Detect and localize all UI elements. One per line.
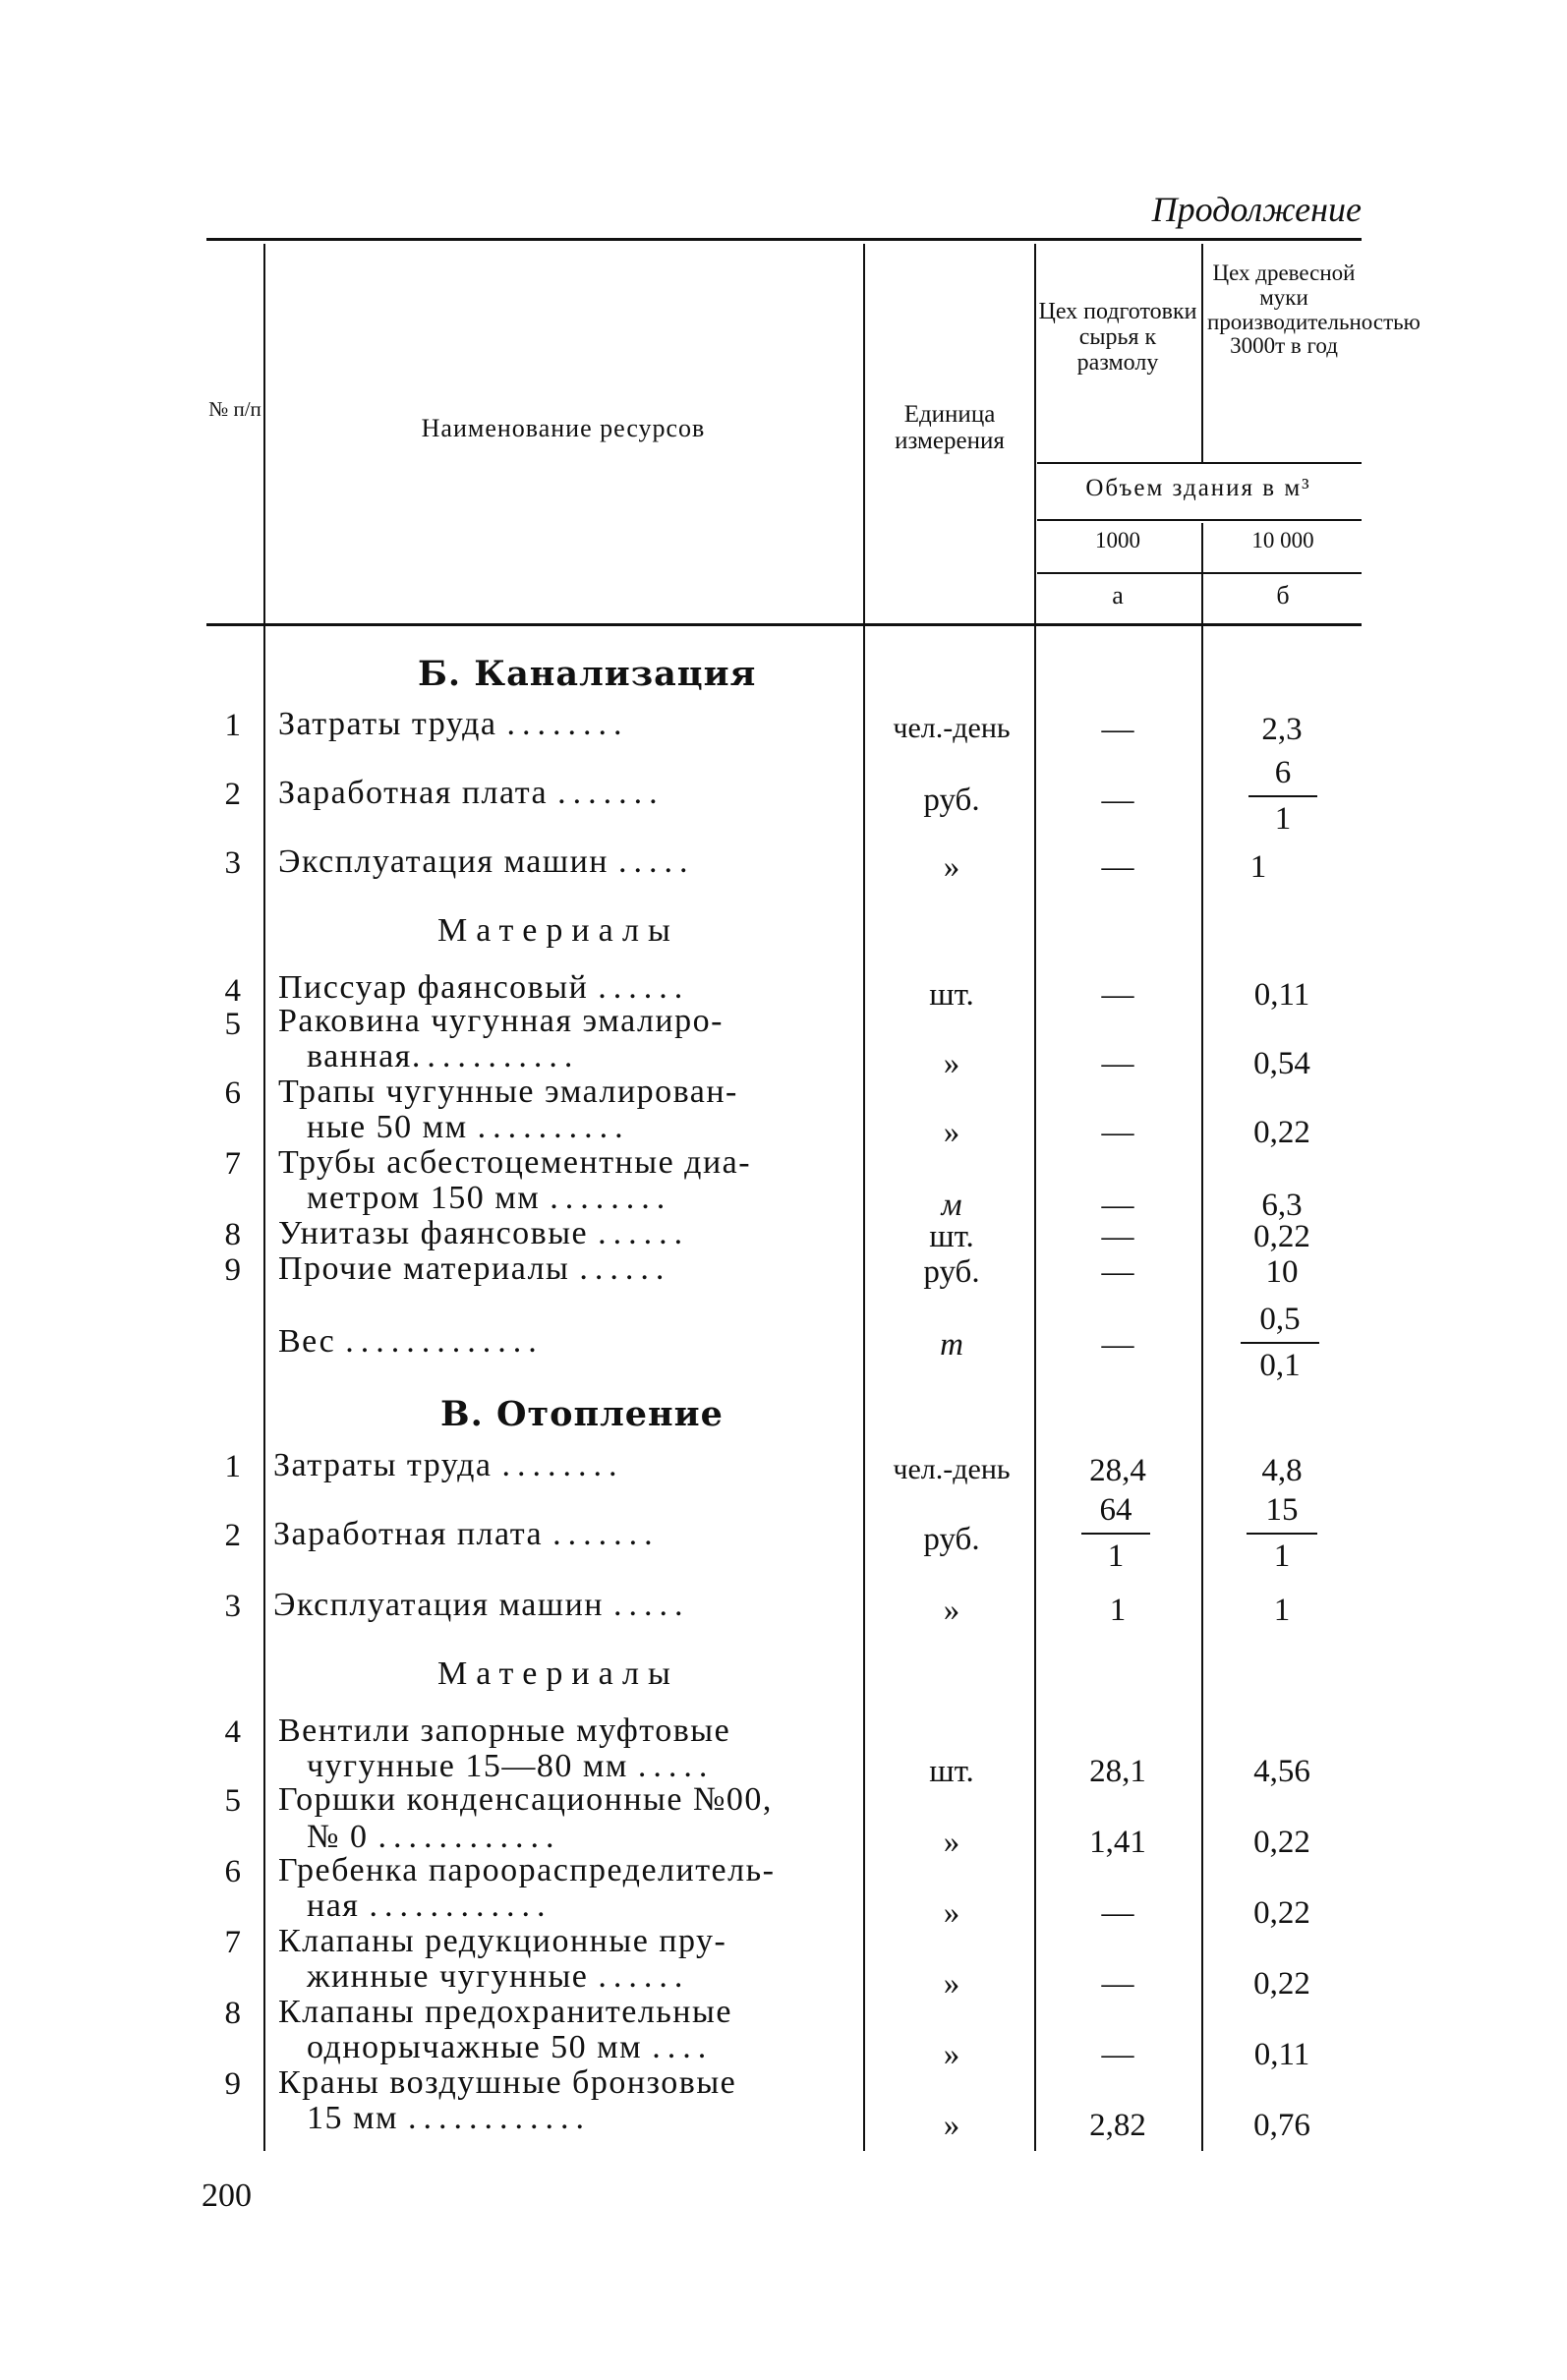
row-number: 9 (224, 2066, 241, 2102)
row-value-b: 0,54 (1253, 1046, 1310, 1081)
row-name-text: Вес (278, 1323, 336, 1360)
row-unit: » (943, 849, 960, 885)
row-number: 5 (224, 1007, 241, 1042)
header-num: № п/п (208, 397, 261, 421)
leader-dots: .... (652, 2029, 714, 2065)
row-value-a: — (1101, 1219, 1134, 1254)
row-value-a: — (1101, 1966, 1134, 2002)
row-name-text: ные 50 мм (307, 1109, 468, 1145)
row-value-a: — (1101, 1254, 1134, 1290)
row-unit: » (943, 1593, 960, 1628)
header-letter-a: а (1112, 581, 1124, 610)
col-divider-1 (263, 244, 265, 2151)
row-value-b: 4,56 (1253, 1754, 1310, 1789)
row-value-a: — (1101, 849, 1134, 885)
row-name: Вентили запорные муфтовые (278, 1712, 731, 1749)
fraction-bar (1081, 1533, 1150, 1535)
row-unit: руб. (923, 1522, 980, 1557)
row-unit: чел.-день (893, 712, 1011, 744)
row-value-b: 1 (1249, 849, 1267, 885)
row-name: Трубы асбестоцементные диа- (278, 1144, 752, 1181)
leader-dots: ..... (617, 843, 695, 880)
row-value-b: 0,22 (1253, 1219, 1310, 1254)
row-number: 2 (224, 1518, 241, 1553)
subsection-materials: Материалы (437, 912, 679, 949)
row-number: 3 (224, 845, 241, 881)
row-value-a: 28,4 (1089, 1453, 1146, 1488)
fraction-numerator: 15 (1265, 1492, 1299, 1528)
row-number: 4 (224, 1714, 241, 1750)
fraction-denominator: 0,1 (1259, 1348, 1301, 1383)
row-value-a: — (1101, 712, 1134, 747)
row-unit: » (943, 1115, 960, 1150)
row-name: Раковина чугунная эмалиро- (278, 1003, 724, 1039)
col-divider-4 (1201, 244, 1203, 462)
row-value-b: 0,22 (1253, 1966, 1310, 2002)
row-name (278, 1250, 670, 1288)
row-value-a: — (1101, 1046, 1134, 1081)
leader-dots: ............ (408, 2100, 592, 2136)
table-top-rule (206, 238, 1362, 241)
header-letter-b: б (1276, 581, 1290, 610)
fraction-numerator: 6 (1274, 755, 1292, 790)
row-number: 5 (224, 1783, 241, 1819)
page-number: 200 (202, 2177, 252, 2214)
row-value-a: 1 (1109, 1593, 1127, 1628)
row-value-b: 10 (1265, 1254, 1299, 1290)
row-value-b: 0,11 (1253, 977, 1310, 1013)
row-value-a: — (1101, 977, 1134, 1013)
row-number: 8 (224, 1996, 241, 2031)
row-unit: » (943, 1895, 960, 1931)
row-name: Краны воздушные бронзовые (278, 2064, 737, 2101)
row-name-text: ванная (307, 1038, 412, 1074)
row-value-a: 2,82 (1089, 2108, 1146, 2143)
fraction-bar (1248, 795, 1317, 797)
leader-dots: ........ (506, 706, 629, 742)
section-title-heating: В. Отопление (440, 1394, 724, 1434)
row-name-cont (307, 2100, 591, 2137)
row-number: 6 (224, 1075, 241, 1111)
row-name-cont (307, 1887, 551, 1925)
leader-dots: ............ (369, 1887, 552, 1924)
header-vol-b: 10 000 (1251, 528, 1314, 552)
row-name: Гребенка пароораспределитель- (278, 1852, 776, 1888)
row-name-text: однорычажные 50 мм (307, 2029, 643, 2065)
row-value-a: — (1101, 1115, 1134, 1150)
row-name (278, 775, 665, 812)
row-number: 6 (224, 1854, 241, 1889)
row-value-a: 1,41 (1089, 1825, 1146, 1860)
row-name-text: Эксплуатация машин (278, 843, 609, 880)
row-name-text: Писсуар фаянсовый (278, 969, 589, 1006)
row-value-a: — (1101, 1327, 1134, 1363)
row-name: Горшки конденсационные №00, (278, 1781, 773, 1818)
row-value-a: — (1101, 2037, 1134, 2072)
vol-rule (1037, 572, 1362, 574)
row-unit: шт. (929, 1219, 974, 1254)
row-name-text: Затраты труда (278, 706, 497, 742)
leader-dots: ..... (612, 1587, 690, 1623)
row-value-b: 0,22 (1253, 1115, 1310, 1150)
header-col-a: Цех подготовки сырья к размолу (1038, 299, 1197, 376)
row-number: 7 (224, 1925, 241, 1960)
row-unit: м (941, 1188, 962, 1223)
row-number: 1 (224, 708, 241, 743)
row-name-text: жинные чугунные (307, 1958, 589, 1995)
continuation-label: Продолжение (1151, 190, 1362, 229)
row-name (278, 706, 629, 743)
row-name-text: ная (307, 1887, 360, 1924)
header-bottom-rule (206, 623, 1362, 626)
row-name-text: чугунные 15—80 мм (307, 1748, 628, 1784)
row-name (278, 1215, 689, 1252)
row-name-cont (307, 1180, 671, 1217)
row-value-b: 4,8 (1261, 1453, 1303, 1488)
row-unit: » (943, 1966, 960, 2002)
row-number: 8 (224, 1217, 241, 1252)
row-value-b-fraction (1247, 1492, 1317, 1575)
row-value-a: — (1101, 1188, 1134, 1223)
row-value-a-fraction (1081, 1492, 1150, 1575)
volume-rule (1037, 462, 1362, 464)
row-name-text: № 0 (307, 1819, 369, 1855)
leader-dots: ...... (579, 1250, 671, 1287)
row-unit: » (943, 1046, 960, 1081)
row-number: 7 (224, 1146, 241, 1182)
fraction-bar (1247, 1533, 1317, 1535)
row-name-text: Унитазы фаянсовые (278, 1215, 589, 1251)
row-number: 2 (224, 777, 241, 812)
header-col-b: Цех древесной муки производительностью 3000т в год (1207, 261, 1421, 359)
row-name: Клапаны предохранительные (278, 1994, 732, 2030)
leader-dots: ............. (345, 1323, 544, 1360)
row-unit: » (943, 2037, 960, 2072)
row-value-b: 2,3 (1261, 712, 1303, 747)
row-name-text: 15 мм (307, 2100, 399, 2136)
row-name (278, 843, 694, 881)
fraction-bar (1241, 1342, 1319, 1344)
row-value-b: 6,3 (1261, 1188, 1303, 1223)
row-name-cont (307, 1958, 689, 1996)
row-unit: руб. (923, 783, 980, 818)
row-name-cont (307, 2029, 713, 2066)
row-name (273, 1516, 660, 1553)
fraction-numerator: 0,5 (1259, 1302, 1301, 1337)
leader-dots: ...... (598, 1958, 690, 1995)
row-unit: шт. (929, 1754, 974, 1789)
row-value-b-fraction (1248, 755, 1317, 838)
row-name-text: Заработная плата (278, 775, 549, 811)
row-unit: чел.-день (893, 1453, 1011, 1485)
row-unit: шт. (929, 977, 974, 1013)
row-name-text: Затраты труда (273, 1447, 493, 1483)
leader-dots: ...... (598, 1215, 690, 1251)
row-name-cont (307, 1819, 560, 1856)
row-name (278, 969, 689, 1007)
row-name-text: Прочие материалы (278, 1250, 570, 1287)
row-name-cont (307, 1109, 630, 1146)
row-value-b: 0,11 (1253, 2037, 1310, 2072)
leader-dots: ........ (550, 1180, 672, 1216)
row-value-a: — (1101, 783, 1134, 818)
leader-dots: ........ (501, 1447, 624, 1483)
row-value-b: 0,76 (1253, 2108, 1310, 2143)
leader-dots: ..... (637, 1748, 715, 1784)
volume-bottom-rule (1037, 519, 1362, 521)
row-name (273, 1587, 689, 1624)
row-name (273, 1447, 624, 1484)
header-unit: Единица измерения (895, 401, 1005, 454)
row-value-b: 0,22 (1253, 1895, 1310, 1931)
row-value-a: — (1101, 1895, 1134, 1931)
row-number: 9 (224, 1252, 241, 1288)
row-value-b-fraction (1241, 1302, 1319, 1384)
row-name-cont (307, 1748, 714, 1785)
leader-dots: ........... (411, 1038, 580, 1074)
section-title-sewerage: Б. Канализация (418, 654, 757, 694)
fraction-denominator: 1 (1274, 801, 1292, 837)
row-value-a: 28,1 (1089, 1754, 1146, 1789)
row-name-text: метром 150 мм (307, 1180, 541, 1216)
row-name-cont (307, 1038, 579, 1075)
fraction-denominator: 1 (1273, 1538, 1291, 1574)
header-vol-a: 1000 (1095, 528, 1140, 552)
row-name-text: Заработная плата (273, 1516, 544, 1552)
leader-dots: .......... (477, 1109, 630, 1145)
leader-dots: ....... (552, 1516, 660, 1552)
row-number: 1 (224, 1449, 241, 1484)
header-name: Наименование ресурсов (421, 414, 706, 442)
row-name: Трапы чугунные эмалирован- (278, 1074, 738, 1110)
fraction-denominator: 1 (1107, 1538, 1125, 1574)
row-unit: т (940, 1327, 963, 1363)
row-value-b: 1 (1273, 1593, 1291, 1628)
row-unit: руб. (923, 1254, 980, 1290)
row-value-b: 0,22 (1253, 1825, 1310, 1860)
row-number: 4 (224, 973, 241, 1009)
header-volume: Объем здания в м³ (1085, 475, 1311, 501)
fraction-numerator: 64 (1099, 1492, 1132, 1528)
row-name-text: Эксплуатация машин (273, 1587, 604, 1623)
row-number: 3 (224, 1589, 241, 1624)
row-name (278, 1323, 544, 1361)
subsection-materials: Материалы (437, 1655, 679, 1692)
leader-dots: ............ (377, 1819, 561, 1855)
row-name: Клапаны редукционные пру- (278, 1923, 727, 1959)
row-unit: » (943, 1825, 960, 1860)
leader-dots: ....... (557, 775, 665, 811)
leader-dots: ...... (598, 969, 690, 1006)
row-unit: » (943, 2108, 960, 2143)
